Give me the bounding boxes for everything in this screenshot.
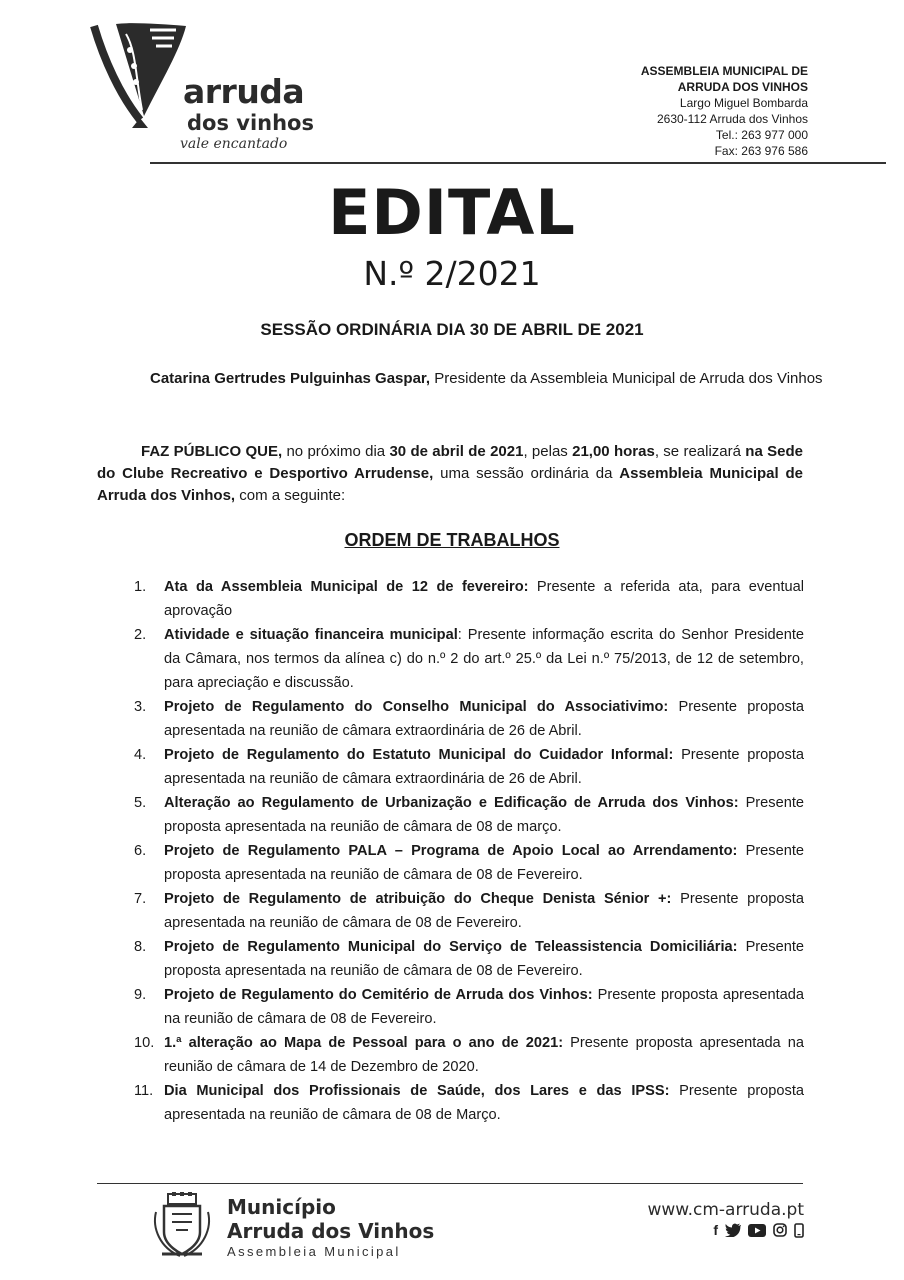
facebook-icon[interactable]: f xyxy=(713,1222,718,1238)
header-address xyxy=(641,63,808,159)
session-heading: SESSÃO ORDINÁRIA DIA 30 DE ABRIL DE 2021 xyxy=(260,320,644,339)
municipal-crest-icon xyxy=(150,1192,214,1260)
website-link[interactable]: www.cm-arruda.pt xyxy=(647,1200,804,1220)
agenda-list xyxy=(134,575,804,1127)
agenda-item: 7. Projeto de Regulamento de atribuição do Cheque Denista Sénior +: Presente proposta apresentada na reunião de câmara de 08 de Fevereiro. xyxy=(134,891,804,931)
footer-org-assembly: Assembleia Municipal xyxy=(227,1244,401,1259)
youtube-icon[interactable] xyxy=(748,1222,766,1238)
document-title: EDITAL xyxy=(328,176,576,249)
agenda-item: 3. Projeto de Regulamento do Conselho Municipal do Associativimo: Presente proposta apresentada na reunião de câmara extraordinária de 26 de Abril. xyxy=(134,699,804,739)
address-fax: Fax: 263 976 586 xyxy=(714,144,808,158)
header-divider xyxy=(150,162,886,164)
logo-tagline: vale encantado xyxy=(180,136,288,152)
arruda-logo xyxy=(90,20,330,155)
president-line xyxy=(150,370,823,387)
agenda-item: 10. 1.ª alteração ao Mapa de Pessoal para o ano de 2021: Presente proposta apresentada na reunião de câmara de 14 de Dezembro de 2020. xyxy=(134,1035,804,1075)
address-line4: 2630-112 Arruda dos Vinhos xyxy=(656,112,808,126)
footer-divider xyxy=(97,1183,803,1184)
president-role: Presidente da Assembleia Municipal de Arruda dos Vinhos xyxy=(434,370,823,387)
logo-word-arruda: arruda xyxy=(183,72,305,111)
address-line3: Largo Miguel Bombarda xyxy=(679,96,808,110)
agenda-item: 5. Alteração ao Regulamento de Urbanização e Edificação de Arruda dos Vinhos: Presente proposta apresentada na reunião de câmara de 08 de março. xyxy=(134,795,804,835)
mobile-icon[interactable] xyxy=(794,1222,804,1238)
logo-word-dos-vinhos: dos vinhos xyxy=(187,111,314,135)
social-icons xyxy=(713,1222,804,1238)
agenda-title: ORDEM DE TRABALHOS xyxy=(344,530,560,550)
agenda-item: 6. Projeto de Regulamento PALA – Programa de Apoio Local ao Arrendamento: Presente proposta apresentada na reunião de câmara de 08 de Fevereiro. xyxy=(134,843,804,883)
agenda-item: 2. Atividade e situação financeira municipal: Presente informação escrita do Senhor Presidente da Câmara, nos termos da alínea c) do n.º 2 do art.º 25.º da Lei n.º 75/2013, de 12 de setembro, para apreciação e discussão. xyxy=(134,627,804,691)
twitter-icon[interactable] xyxy=(725,1222,741,1238)
address-line1: ASSEMBLEIA MUNICIPAL DE xyxy=(640,64,808,78)
address-phone: Tel.: 263 977 000 xyxy=(715,128,808,142)
agenda-item: 4. Projeto de Regulamento do Estatuto Municipal do Cuidador Informal: Presente proposta apresentada na reunião de câmara extraordinária de 26 de Abril. xyxy=(134,747,804,787)
agenda-item: 1. Ata da Assembleia Municipal de 12 de fevereiro: Presente a referida ata, para eventual aprovação xyxy=(134,579,804,619)
instagram-icon[interactable] xyxy=(773,1222,787,1238)
president-name: Catarina Gertrudes Pulguinhas Gaspar, xyxy=(150,370,431,387)
footer-org-name: Arruda dos Vinhos xyxy=(227,1219,435,1243)
agenda-item: 9. Projeto de Regulamento do Cemitério de Arruda dos Vinhos: Presente proposta apresentada na reunião de câmara de 08 de Fevereiro. xyxy=(134,987,804,1027)
intro-paragraph: FAZ PÚBLICO QUE, no próximo dia 30 de abril de 2021, pelas 21,00 horas, se realizará na Sede do Clube Recreativo e Desportivo Arrudense, uma sessão ordinária da Assembleia Municipal de Arruda dos Vinhos, com a seguinte: xyxy=(97,443,804,504)
document-number: N.º 2/2021 xyxy=(363,254,541,293)
address-line2: ARRUDA DOS VINHOS xyxy=(677,80,808,94)
footer-org-municipio: Município xyxy=(227,1195,336,1219)
agenda-item: 8. Projeto de Regulamento Municipal do Serviço de Teleassistencia Domiciliária: Presente proposta apresentada na reunião de câmara de 08 de Fevereiro. xyxy=(134,939,804,979)
wine-leaf-logo-icon xyxy=(90,20,190,135)
agenda-item: 11. Dia Municipal dos Profissionais de Saúde, dos Lares e das IPSS: Presente proposta apresentada na reunião de câmara de 08 de Março. xyxy=(134,1083,804,1123)
